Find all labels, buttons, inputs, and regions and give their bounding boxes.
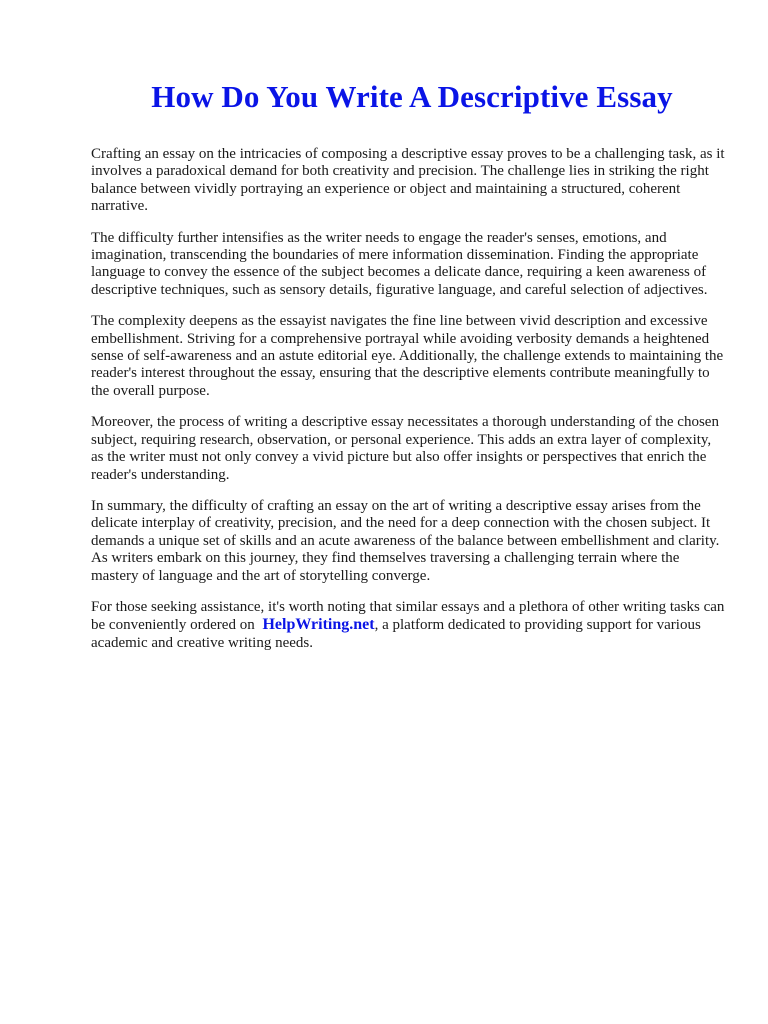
paragraph-4: Moreover, the process of writing a descriptive essay necessitates a thorough understanding of the chosen subject, requiring research, observation, or personal experience. This adds an extra layer of complexity, as the writer must not only convey a vivid picture but also offer insights or perspectives that enrich the reader's understanding.	[91, 414, 719, 483]
paragraph-6	[91, 599, 726, 652]
paragraph-2: The difficulty further intensifies as the writer needs to engage the reader's senses, emotions, and imagination, transcending the boundaries of mere information dissemination. Finding the appropriate language to convey the essence of the subject becomes a delicate dance, requiring a keen awareness of descriptive techniques, such as sensory details, figurative language, and careful selection of adjectives.	[91, 229, 708, 298]
essay-body	[91, 146, 726, 666]
paragraph-6-text-before: For those seeking assistance, it's worth noting that similar essays and a plethora of other writing tasks can be conveniently ordered on	[91, 598, 725, 634]
helpwriting-link[interactable]: HelpWriting.net	[262, 616, 375, 634]
paragraph-3: The complexity deepens as the essayist navigates the fine line between vivid description and excessive embellishment. Striving for a comprehensive portrayal while avoiding verbosity demands a heightened sense of self-awareness and an astute editorial eye. Additionally, the challenge extends to maintaining the reader's interest throughout the essay, ensuring that the descriptive elements contribute meaningfully to the overall purpose.	[91, 313, 724, 399]
paragraph-6-text-after: , a platform dedicated to providing support for various academic and creative writing needs.	[91, 617, 701, 651]
page-title: How Do You Write A Descriptive Essay	[151, 79, 673, 114]
paragraph-5: In summary, the difficulty of crafting an essay on the art of writing a descriptive essay arises from the delicate interplay of creativity, precision, and the need for a deep connection with the chosen subject. It demands a unique set of skills and an acute awareness of the balance between embellishment and clarity. As writers embark on this journey, they find themselves traversing a challenging terrain where the mastery of language and the art of storytelling converge.	[91, 497, 720, 584]
paragraph-1: Crafting an essay on the intricacies of composing a descriptive essay proves to be a challenging task, as it involves a paradoxical demand for both creativity and precision. The challenge lies in striking the right balance between vividly portraying an experience or object and maintaining a structured, coherent narrative.	[91, 146, 725, 215]
